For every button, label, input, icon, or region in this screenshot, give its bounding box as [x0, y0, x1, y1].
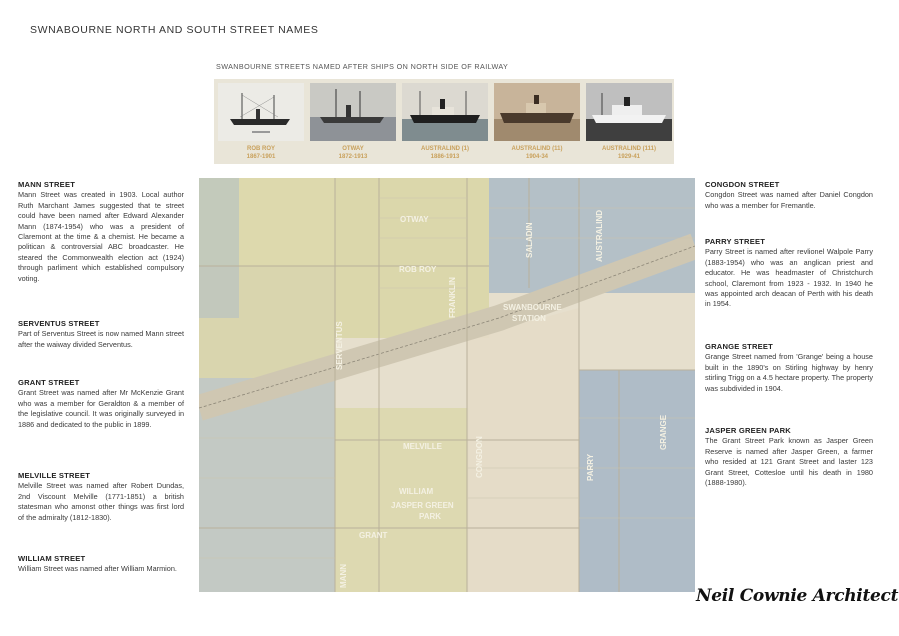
entry-heading: GRANGE STREET: [705, 342, 773, 351]
entry-william-street: [18, 554, 184, 575]
ship-years: 1886-1913: [430, 154, 460, 160]
ship-name: ROB ROY: [246, 146, 275, 152]
entry-heading: SERVENTUS STREET: [18, 319, 100, 328]
ship-card-australind-111: [584, 81, 674, 162]
entry-text: Parry Street is named after revlionel Walpole Parry (1883-1954) who was an anglican priest and educator. He was headmaster of Christchurch school, Claremont from 1923 - 1932. In 1940 he was appointed arch deacan of Perth with his death in 1954.: [705, 247, 873, 309]
ship-caption: [308, 145, 398, 161]
ship-name: AUSTRALIND (1): [421, 146, 469, 152]
ship-photo-otway: [310, 83, 396, 141]
entry-jasper-green-park: [705, 426, 873, 488]
ship-photo-australind-111: [586, 83, 672, 141]
entry-grant-street: [18, 378, 184, 430]
ship-card-otway: [308, 81, 398, 162]
label-station-2: STATION: [512, 314, 546, 323]
zone-yellow: [335, 408, 469, 592]
ship-name: OTWAY: [342, 146, 364, 152]
entry-melville-street: [18, 471, 184, 523]
ship-caption: [216, 145, 306, 161]
ship-photo-rob-roy: [218, 83, 304, 141]
label-jasper-2: PARK: [419, 512, 442, 521]
label-franklin: FRANKLIN: [448, 277, 457, 318]
ship-years: 1867-1901: [246, 154, 276, 160]
entry-heading: MANN STREET: [18, 180, 76, 189]
entry-heading: WILLIAM STREET: [18, 554, 86, 563]
street-map: [199, 178, 695, 592]
entry-text: William Street was named after William Marmion.: [18, 564, 177, 574]
zone-yellow: [335, 178, 489, 338]
label-jasper-1: JASPER GREEN: [391, 501, 454, 510]
label-rob-roy: ROB ROY: [399, 265, 437, 274]
entry-mann-street: [18, 180, 184, 284]
entry-text: Melville Street was named after Robert Dundas, 2nd Viscount Melville (1771-1851) a british statesman who amonst other things was first lord of the admiralty (1812-1830).: [18, 481, 184, 522]
entry-congdon-street: [705, 180, 873, 211]
ships-strip: [214, 79, 674, 164]
label-congdon: CONGDON: [475, 436, 484, 478]
ship-photo-australind-1: [402, 83, 488, 141]
ship-photo-australind-11: [494, 83, 580, 141]
entry-text: Congdon Street was named after Daniel Congdon who was a member for Fremantle.: [705, 190, 873, 210]
label-melville: MELVILLE: [403, 442, 442, 451]
ship-years: 1904-34: [525, 154, 549, 160]
entry-serventus-street: [18, 319, 184, 350]
ship-card-australind-11: [492, 81, 582, 162]
ship-caption: [400, 145, 490, 161]
architect-signature: Neil Cownie Architect: [696, 586, 899, 606]
ships-heading: SWANBOURNE STREETS NAMED AFTER SHIPS ON NORTH SIDE OF RAILWAY: [216, 62, 509, 71]
ship-caption: [492, 145, 582, 161]
entry-text: Grant Street was named after Mr McKenzie Grant who was a member for Geraldton & a member of the legislative council. It was originally surveyed in 1886 and dedicated to the public in 1899.: [18, 388, 184, 429]
entry-grange-street: [705, 342, 873, 394]
entry-text: Grange Street named from 'Grange' being a house built in the 1890's on Stirling highway by henry stirling Trigg on a 4.5 hectare property. The property was subdivided in 1904.: [705, 352, 873, 393]
label-william: WILLIAM: [399, 487, 434, 496]
label-grant: GRANT: [359, 531, 388, 540]
ship-name: AUSTRALIND (111): [601, 146, 656, 152]
ship-card-australind-1: [400, 81, 490, 162]
ship-years: 1872-1913: [338, 154, 368, 160]
ship-years: 1929-41: [617, 154, 641, 160]
label-serventus: SERVENTUS: [335, 321, 344, 370]
label-otway: OTWAY: [400, 215, 429, 224]
entry-text: Part of Serventus Street is now named Mann street after the waiway divided Serventus.: [18, 329, 184, 349]
entry-heading: CONGDON STREET: [705, 180, 780, 189]
entry-heading: PARRY STREET: [705, 237, 766, 246]
label-australind: AUSTRALIND: [595, 210, 604, 262]
entry-heading: JASPER GREEN PARK: [705, 426, 791, 435]
label-station-1: SWANBOURNE: [503, 303, 562, 312]
zone-blue: [579, 370, 695, 592]
label-mann: MANN: [339, 564, 348, 588]
ship-card-rob-roy: [216, 81, 306, 162]
page-title: SWNABOURNE NORTH AND SOUTH STREET NAMES: [30, 24, 319, 36]
label-saladin: SALADIN: [525, 222, 534, 258]
entry-text: Mann Street was created in 1903. Local author Ruth Marchant James suggested that te street could have been named after Edward Alexander Mann (1874-1954) who was a president of Claremont at the time & a chemist. He became a politican & controversial ABC broadcaster. He steared the Commonwealth election act (1924) through parliment which established compulsory voting.: [18, 190, 184, 283]
ship-caption: [584, 145, 674, 161]
entry-text: The Grant Street Park known as Jasper Green Reserve is named after Jasper Green, a farmer who resided at 121 Grant Street and laster 123 Grant Street, Cottesloe until his death in 1980 (1888-1980).: [705, 436, 873, 488]
label-parry: PARRY: [586, 453, 595, 481]
entry-heading: MELVILLE STREET: [18, 471, 91, 480]
ship-name: AUSTRALIND (11): [511, 146, 563, 152]
zone-blue: [199, 178, 239, 318]
label-grange: GRANGE: [659, 414, 668, 450]
entry-parry-street: [705, 237, 873, 310]
entry-heading: GRANT STREET: [18, 378, 80, 387]
